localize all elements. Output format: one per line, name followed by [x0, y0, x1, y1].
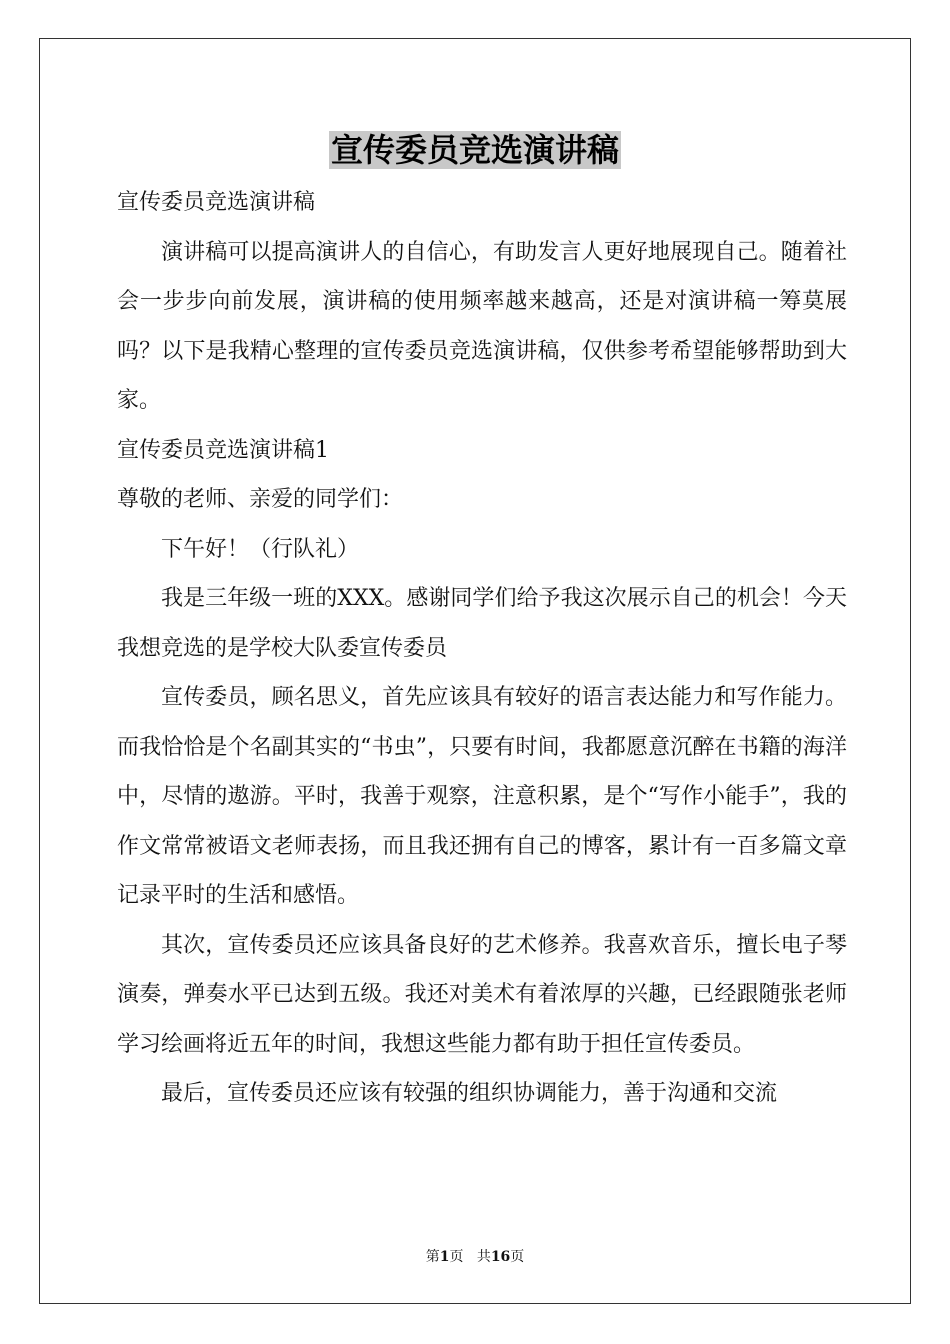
- paragraph: 其次，宣传委员还应该具备良好的艺术修养。我喜欢音乐，擅长电子琴演奏，弹奏水平已达到五级。我还对美术有着浓厚的兴趣，已经跟随张老师学习绘画将近五年的时间，我想这些能力都有助于担任宣传委员。: [117, 932, 847, 1057]
- paragraph: 尊敬的老师、亲爱的同学们：: [117, 487, 404, 512]
- footer-prefix: 第: [425, 1249, 440, 1265]
- footer-page-suffix: 页: [449, 1249, 464, 1265]
- footer-total-prefix: 共: [476, 1249, 491, 1265]
- paragraph: 我是三年级一班的XXX。感谢同学们给予我这次展示自己的机会！今天我想竞选的是学校大队委宣传委员: [117, 586, 847, 661]
- page-footer: [0, 1246, 950, 1266]
- document-body: [117, 178, 847, 1119]
- paragraph: 宣传委员竞选演讲稿1: [117, 437, 329, 463]
- paragraph: 宣传委员，顾名思义，首先应该具有较好的语言表达能力和写作能力。而我恰恰是个名副其实的“书虫”，只要有时间，我都愿意沉醉在书籍的海洋中，尽情的遨游。平时，我善于观察，注意积累，是个“写作小能手”，我的作文常常被语文老师表扬，而且我还拥有自己的博客，累计有一百多篇文章记录平时的生活和感悟。: [117, 685, 847, 908]
- footer-total-pages: 16: [490, 1249, 511, 1265]
- document-title-text: 宣传委员竞选演讲稿: [330, 131, 619, 169]
- document-title: [0, 128, 950, 172]
- paragraph: 演讲稿可以提高演讲人的自信心，有助发言人更好地展现自己。随着社会一步步向前发展，演讲稿的使用频率越来越高，还是对演讲稿一筹莫展吗？以下是我精心整理的宣传委员竞选演讲稿，仅供参考希望能够帮助到大家。: [117, 239, 847, 413]
- paragraph: 下午好！（行队礼）: [161, 536, 360, 562]
- paragraph: 宣传委员竞选演讲稿: [117, 190, 316, 215]
- footer-page-number: 1: [439, 1249, 450, 1265]
- paragraph: 最后，宣传委员还应该有较强的组织协调能力，善于沟通和交流: [161, 1081, 778, 1106]
- footer-total-suffix: 页: [510, 1249, 525, 1265]
